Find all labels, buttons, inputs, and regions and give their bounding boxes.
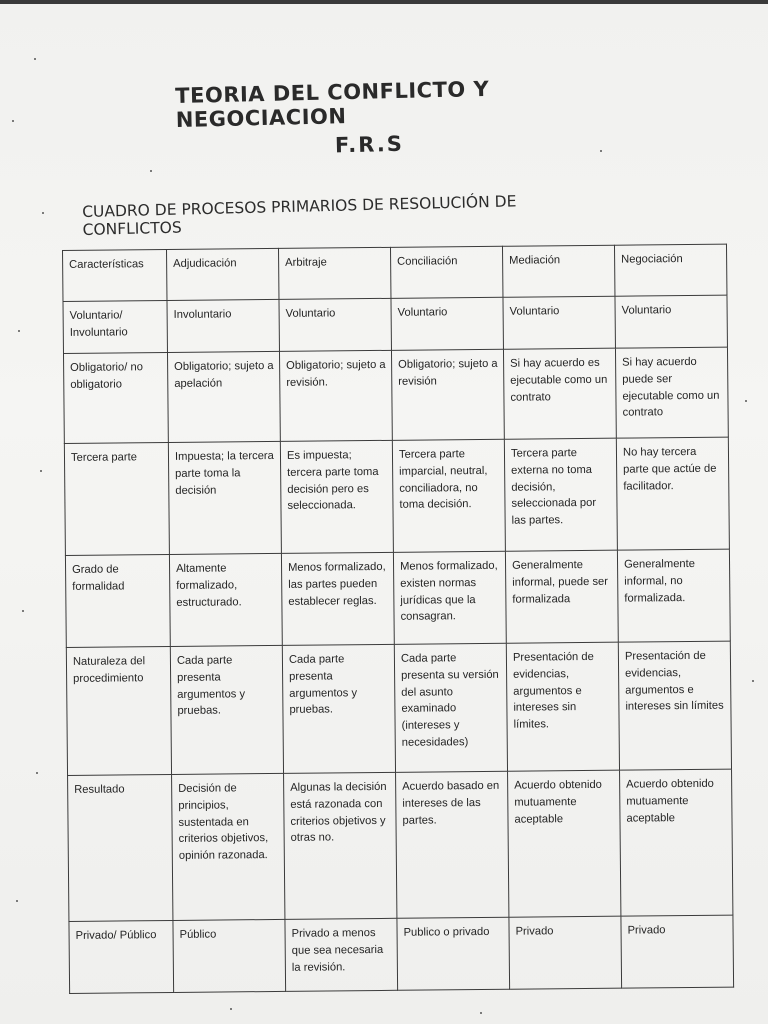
document-subtitle: F.R.S — [334, 131, 405, 158]
table-heading: CUADRO DE PROCESOS PRIMARIOS DE RESOLUCIÓN DE CONFLICTOS — [82, 192, 517, 239]
table-cell: Involuntario — [167, 299, 279, 352]
header-cell: Conciliación — [390, 246, 502, 298]
scan-speck — [752, 680, 754, 682]
header-cell: Adjudicación — [166, 248, 278, 300]
table-row — [63, 295, 727, 353]
table-cell: Generalmente informal, no formalizada. — [617, 549, 730, 642]
table-cell: Tercera parte imparcial, neutral, conciliadora, no toma decisión. — [392, 439, 505, 552]
table-cell: Menos formalizado, las partes pueden establecer reglas. — [281, 552, 394, 645]
table-cell: Cada parte presenta argumentos y pruebas. — [170, 645, 283, 774]
table-cell: Privado — [621, 915, 734, 988]
table-cell: Voluntario — [615, 295, 727, 348]
row-label: Voluntario/ Involuntario — [63, 300, 167, 353]
table-cell: Presentación de evidencias, argumentos e intereses sin límites. — [506, 642, 619, 771]
scan-speck — [34, 58, 36, 60]
table-cell: Obligatorio; sujeto a revisión — [391, 349, 504, 440]
row-label: Privado/ Público — [69, 920, 174, 993]
header-cell: Características — [63, 249, 167, 301]
table-row — [64, 437, 729, 555]
table-cell: Obligatorio; sujeto a revisión. — [279, 350, 392, 441]
table-cell: Voluntario — [279, 298, 391, 351]
table-row — [63, 347, 728, 443]
row-label: Tercera parte — [64, 442, 169, 555]
table-cell: Si hay acuerdo es ejecutable como un contrato — [503, 348, 616, 439]
table-cell: Impuesta; la tercera parte toma la decisión — [168, 441, 281, 554]
table-cell: Acuerdo obtenido mutuamente aceptable — [508, 770, 621, 917]
table-cell: Cada parte presenta argumentos y pruebas. — [282, 644, 395, 773]
scan-speck — [480, 1012, 482, 1014]
row-label: Resultado — [68, 774, 173, 921]
scan-speck — [745, 400, 747, 402]
table-row — [69, 915, 734, 993]
header-cell: Mediación — [502, 245, 614, 297]
table-cell: Presentación de evidencias, argumentos e intereses sin límites — [618, 641, 731, 770]
table-cell: Acuerdo basado en intereses de las partes. — [396, 771, 509, 918]
table-row — [66, 641, 731, 775]
table-cell: Es impuesta; tercera parte toma decisión pero es seleccionada. — [280, 440, 393, 553]
table-header-row — [63, 244, 727, 301]
row-label: Grado de formalidad — [65, 554, 170, 647]
scan-edge — [0, 0, 768, 4]
table-cell: Publico o privado — [397, 917, 510, 990]
table-cell: Público — [173, 919, 286, 992]
scan-speck — [230, 1008, 232, 1010]
table-cell: Algunas la decisión está razonada con criterios objetivos y otras no. — [284, 772, 397, 919]
row-label: Naturaleza del procedimiento — [66, 646, 171, 775]
table-row — [65, 549, 730, 647]
table-cell: Cada parte presenta su versión del asunto examinado (intereses y necesidades) — [394, 643, 507, 772]
table-cell: Obligatorio; sujeto a apelación — [167, 351, 280, 442]
table-cell: Generalmente informal, puede ser formalizada — [505, 550, 618, 643]
scan-speck — [40, 470, 42, 472]
row-label: Obligatorio/ no obligatorio — [63, 352, 168, 443]
table-cell: Privado — [509, 916, 622, 989]
header-cell: Negociación — [614, 244, 726, 296]
document-title: TEORIA DEL CONFLICTO Y NEGOCIACION — [175, 76, 490, 132]
scan-speck — [12, 120, 14, 122]
table-cell: Decisión de principios, sustentada en criterios objetivos, opinión razonada. — [172, 773, 285, 920]
comparison-table-wrapper — [62, 244, 733, 994]
scan-speck — [150, 170, 152, 172]
table-cell: Altamente formalizado, estructurado. — [169, 553, 282, 646]
table-row — [68, 769, 733, 921]
table-cell: Si hay acuerdo puede ser ejecutable como un contrato — [615, 347, 728, 438]
table-cell: No hay tercera parte que actúe de facilitador. — [616, 437, 729, 550]
table-cell: Menos formalizado, existen normas jurídicas que la consagran. — [393, 551, 506, 644]
table-cell: Acuerdo obtenido mutuamente aceptable — [620, 769, 733, 916]
table-cell: Voluntario — [391, 297, 503, 350]
table-cell: Privado a menos que sea necesaria la revisión. — [285, 918, 398, 991]
scan-speck — [36, 772, 38, 774]
scan-speck — [22, 610, 24, 612]
table-cell: Tercera parte externa no toma decisión, seleccionada por las partes. — [504, 438, 617, 551]
table-cell: Voluntario — [503, 296, 615, 349]
scan-speck — [42, 212, 44, 214]
scan-speck — [600, 150, 602, 152]
header-cell: Arbitraje — [278, 247, 390, 299]
scan-speck — [16, 900, 18, 902]
comparison-table — [62, 244, 734, 994]
scan-speck — [18, 330, 20, 332]
